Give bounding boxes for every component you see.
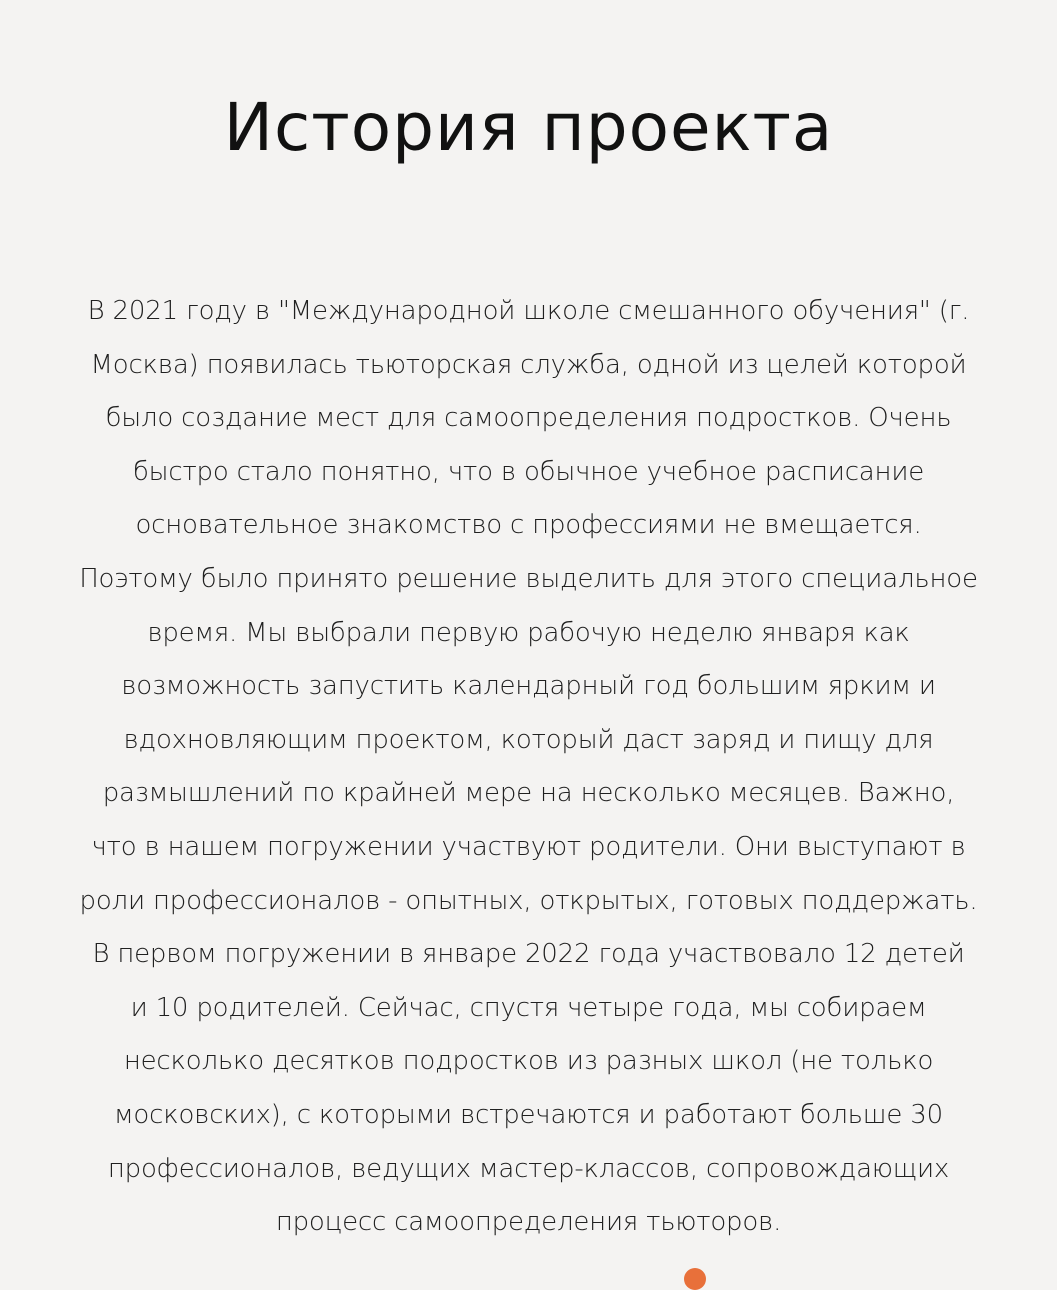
text-line: основательное знакомство с профессиями не вмещается. [135,510,922,541]
decorative-dot [684,1268,706,1290]
text-line: было создание мест для самоопределения подростков. Очень [105,403,952,434]
text-line: вдохновляющим проектом, который даст заряд и пищу для [123,724,934,755]
text-line: что в нашем погружении участвуют родители. Они выступают в [91,831,966,862]
text-line: профессионалов, ведущих мастер-классов, сопровождающих [107,1153,950,1184]
text-line: Москва) появилась тьюторская служба, одной из целей которой [90,349,967,380]
project-history-text [20,285,1037,1250]
page-title: История проекта [223,89,834,166]
text-line: размышлений по крайней мере на несколько месяцев. Важно, [102,778,955,809]
text-line: несколько десятков подростков из разных школ (не только [123,1046,934,1077]
text-line: быстро стало понятно, что в обычное учебное расписание [132,456,925,487]
text-line: и 10 родителей. Сейчас, спустя четыре года, мы собираем [130,992,927,1023]
text-line: роли профессионалов - опытных, открытых, готовых поддержать. [79,885,978,916]
text-line: московских), с которыми встречаются и работают больше 30 [114,1099,943,1130]
text-line: время. Мы выбрали первую рабочую неделю января как [147,617,910,648]
text-line: Поэтому было принято решение выделить для этого специальное [79,563,978,594]
text-line: В 2021 году в "Международной школе смешанного обучения" (г. [87,296,970,326]
text-line: В первом погружении в январе 2022 года участвовало 12 детей [92,939,965,970]
text-line: процесс самоопределения тьюторов. [275,1207,782,1238]
text-line: возможность запустить календарный год большим ярким и [121,671,936,702]
